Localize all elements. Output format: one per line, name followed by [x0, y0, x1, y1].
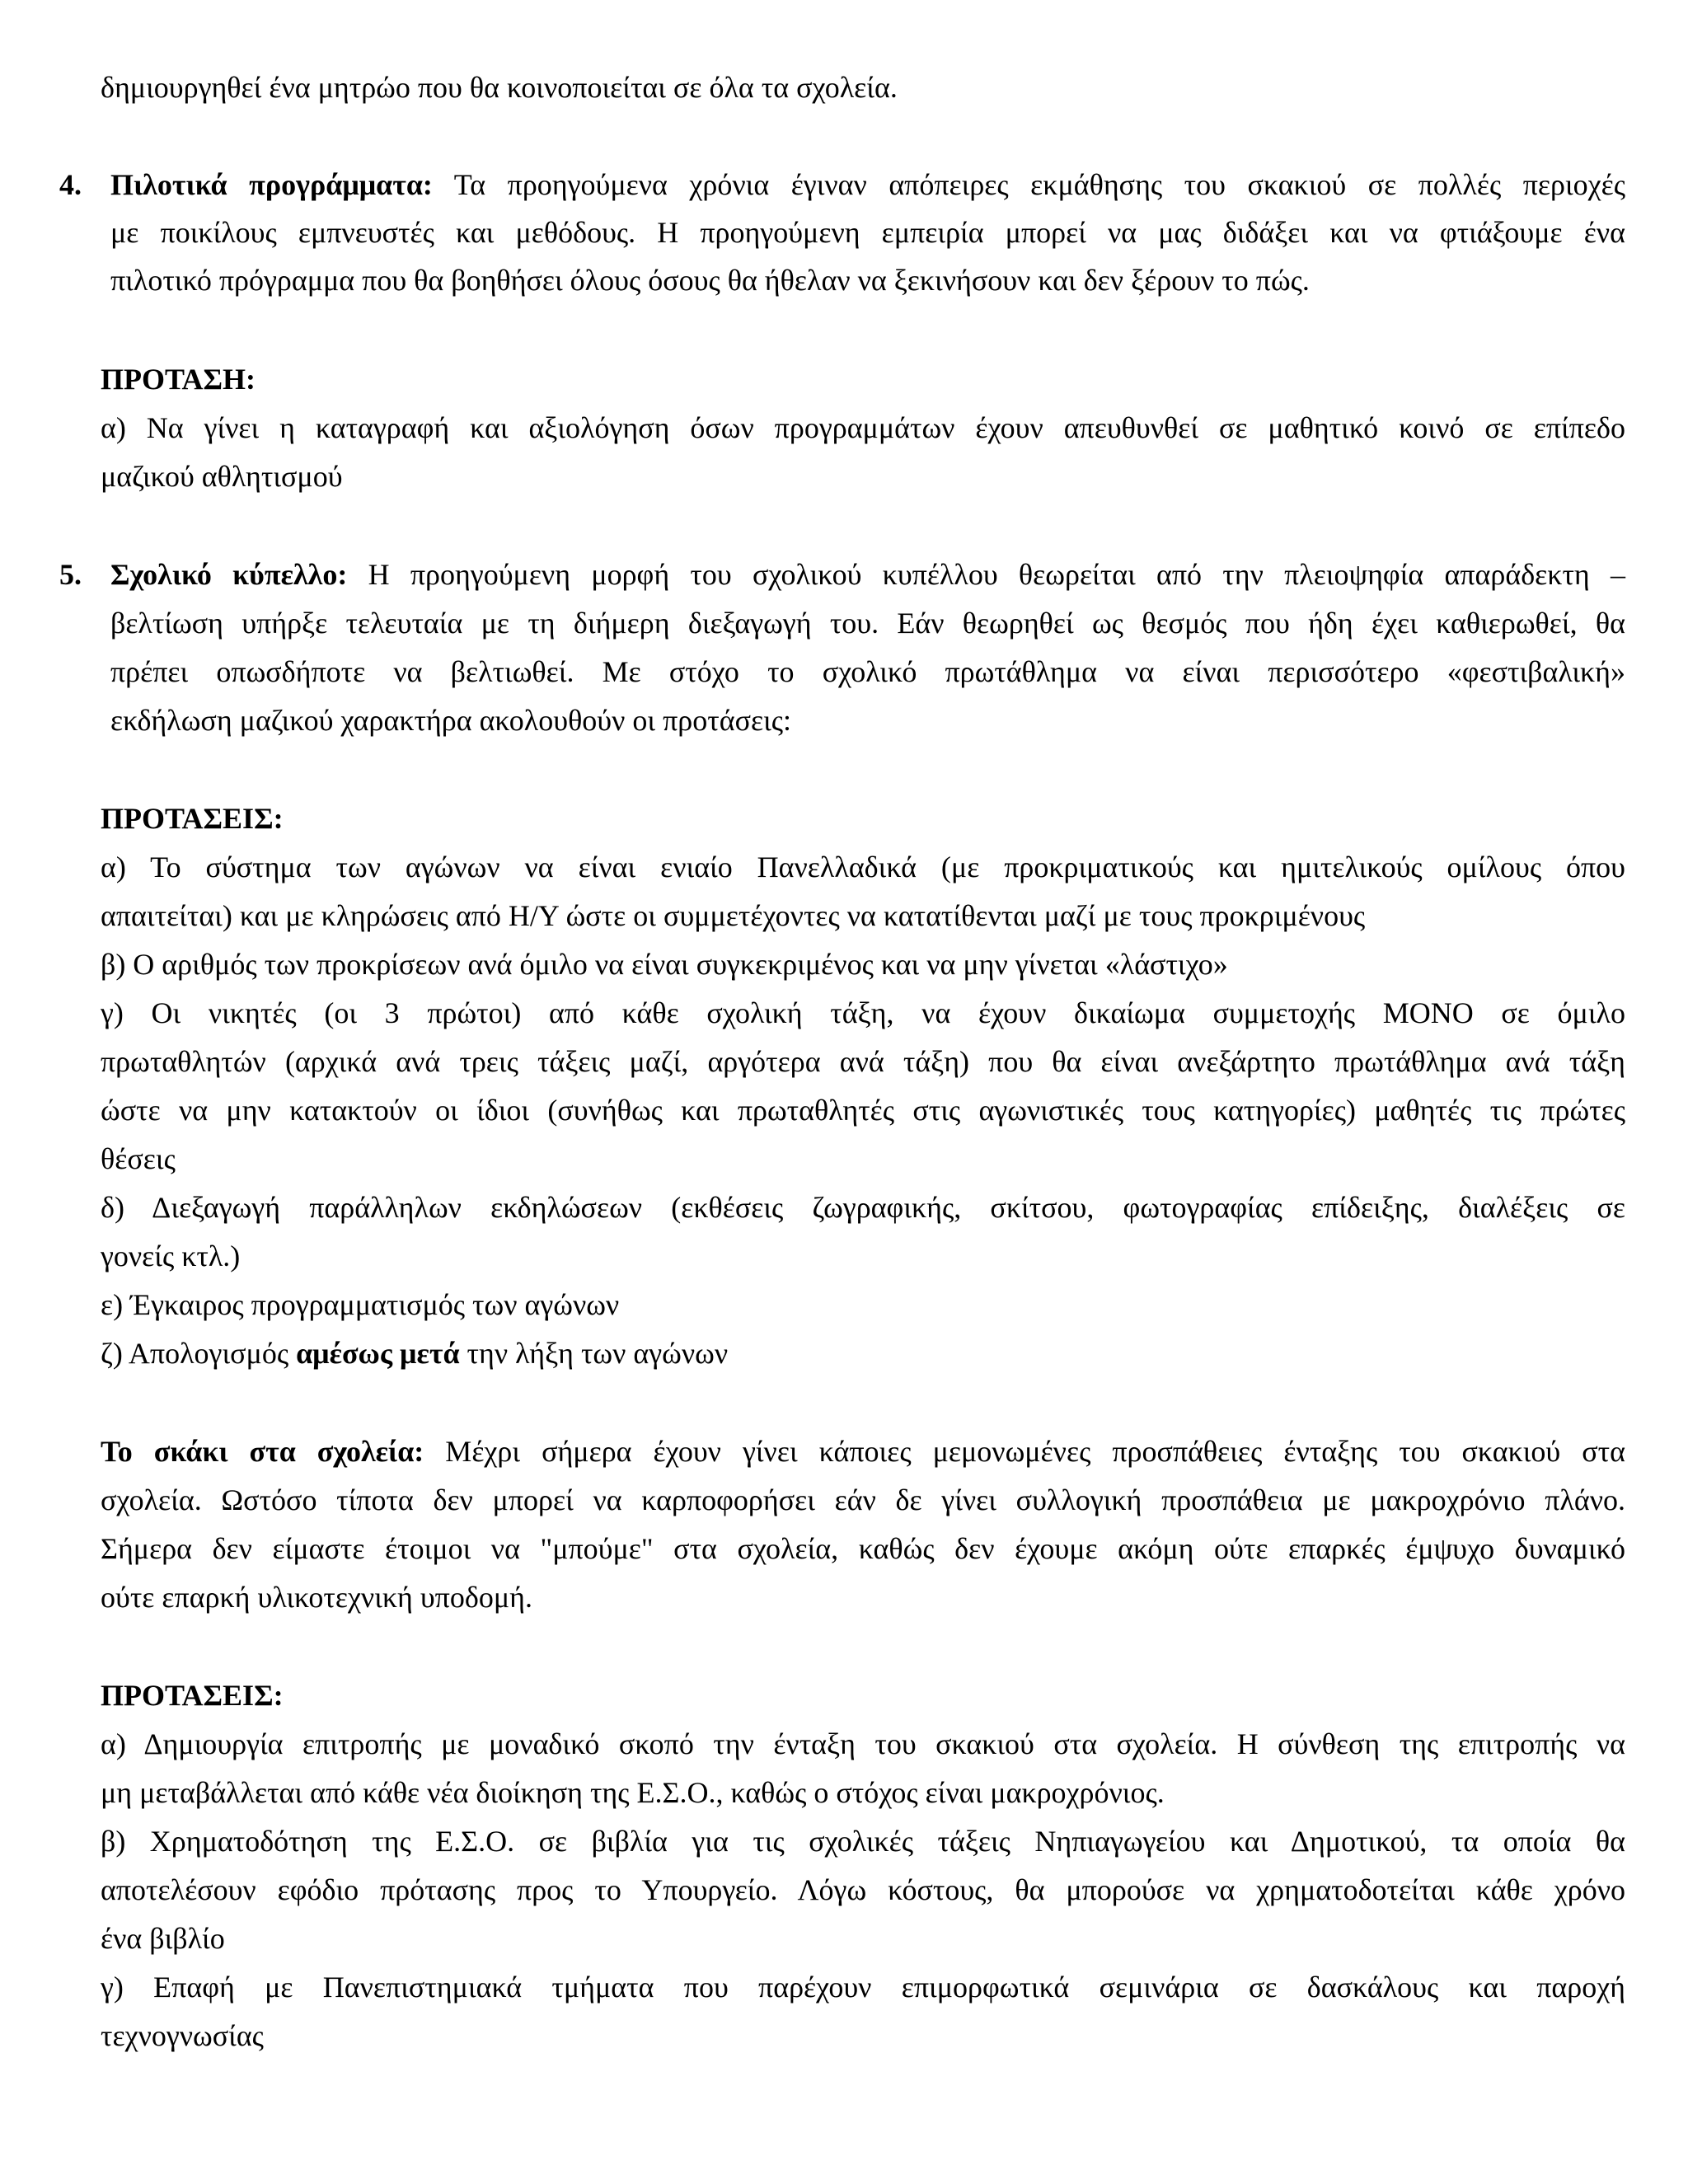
schools-line-2: σχολεία. Ωστόσο τίποτα δεν μπορεί να καρποφορήσει εάν δε γίνει συλλογική προσπάθεια με μακροχρόνιο πλάνο. — [101, 1483, 1625, 1516]
proposal-5-d-line-2: γονείς κτλ.) — [101, 1240, 241, 1272]
item-5-line-4: εκδήλωση μαζικού χαρακτήρα ακολουθούν οι προτάσεις: — [110, 704, 792, 737]
proposal-5-z-text-pre: ζ) Απολογισμός — [101, 1337, 297, 1370]
proposal-5-b-line-1: β) Ο αριθμός των προκρίσεων ανά όμιλο να είναι συγκεκριμένος και να μην γίνεται «λάστιχο» — [101, 948, 1228, 981]
item-5-line-1 — [110, 560, 1625, 589]
paragraph-continuation: δημιουργηθεί ένα μητρώο που θα κοινοποιείται σε όλα τα σχολεία. — [101, 71, 898, 104]
proposal-5-a-line-1: α) Το σύστημα των αγώνων να είναι ενιαίο Πανελλαδικά (με προκριματικούς και ημιτελικούς ομίλους όπου — [101, 851, 1625, 883]
proposal-5-c-line-1: γ) Οι νικητές (οι 3 πρώτοι) από κάθε σχολική τάξη, να έχουν δικαίωμα συμμετοχής ΜΟΝΟ σε όμιλο — [101, 996, 1625, 1029]
proposal-heading: ΠΡΟΤΑΣΗ: — [101, 363, 256, 396]
schools-title: Το σκάκι στα σχολεία: — [101, 1435, 424, 1468]
item-number: 5. — [59, 558, 82, 591]
item-4-line-1 — [110, 170, 1625, 199]
item-4-title: Πιλοτικά προγράμματα: — [110, 168, 433, 201]
proposal-4-a-line-1: α) Να γίνει η καταγραφή και αξιολόγηση όσων προγραμμάτων έχουν απευθυνθεί σε μαθητικό κοινό σε επίπεδο — [101, 411, 1625, 444]
schools-line-4: ούτε επαρκή υλικοτεχνική υποδομή. — [101, 1581, 532, 1614]
proposal-schools-a-line-2: μη μεταβάλλεται από κάθε νέα διοίκηση της Ε.Σ.Ο., καθώς ο στόχος είναι μακροχρόνιος. — [101, 1776, 1165, 1809]
proposal-schools-b-line-3: ένα βιβλίο — [101, 1922, 225, 1955]
proposal-5-z-emphasis: αμέσως μετά — [296, 1337, 460, 1370]
proposal-schools-b-line-2: αποτελέσουν εφόδιο πρότασης προς το Υπουργείο. Λόγω κόστους, θα μπορούσε να χρηματοδοτείται κάθε χρόνο — [101, 1873, 1625, 1906]
proposals-heading: ΠΡΟΤΑΣΕΙΣ: — [101, 1679, 284, 1712]
item-5-title: Σχολικό κύπελλο: — [110, 558, 348, 591]
item-4-line-2: με ποικίλους εμπνευστές και μεθόδους. Η προηγούμενη εμπειρία μπορεί να μας διδάξει και να φτιάξουμε ένα — [110, 216, 1625, 249]
proposals-heading: ΠΡΟΤΑΣΕΙΣ: — [101, 802, 284, 835]
schools-text: Μέχρι σήμερα έχουν γίνει κάποιες μεμονωμένες προσπάθειες ένταξης του σκακιού στα — [424, 1435, 1625, 1468]
item-5-line-3: πρέπει οπωσδήποτε να βελτιωθεί. Με στόχο το σχολικό πρωτάθλημα να είναι περισσότερο «φεστιβαλική» — [110, 655, 1625, 688]
proposal-5-a-line-2: απαιτείται) και με κληρώσεις από Η/Υ ώστε οι συμμετέχοντες να κατατίθενται μαζί με τους προκριμένους — [101, 899, 1366, 932]
proposal-schools-c-line-1: γ) Επαφή με Πανεπιστημιακά τμήματα που παρέχουν επιμορφωτικά σεμινάρια σε δασκάλους και παροχή — [101, 1971, 1625, 2004]
schools-line-1 — [101, 1436, 1625, 1466]
item-number: 4. — [59, 168, 82, 201]
proposal-5-z-line-1 — [101, 1338, 1625, 1368]
proposal-schools-b-line-1: β) Χρηματοδότηση της Ε.Σ.Ο. σε βιβλία για τις σχολικές τάξεις Νηπιαγωγείου και Δημοτικού, τα οποία θα — [101, 1825, 1625, 1858]
proposal-4-a-line-2: μαζικού αθλητισμού — [101, 460, 343, 493]
item-4-line-3: πιλοτικό πρόγραμμα που θα βοηθήσει όλους όσους θα ήθελαν να ξεκινήσουν και δεν ξέρουν το πώς. — [110, 264, 1310, 297]
proposal-schools-c-line-2: τεχνογνωσίας — [101, 2019, 264, 2052]
proposal-5-c-line-3: ώστε να μην κατακτούν οι ίδιοι (συνήθως και πρωταθλητές στις αγωνιστικές τους κατηγορίες) μαθητές τις πρώτες — [101, 1094, 1625, 1127]
item-4-text: Τα προηγούμενα χρόνια έγιναν απόπειρες εκμάθησης του σκακιού σε πολλές περιοχές — [432, 168, 1625, 201]
proposal-5-z-text-post: την λήξη των αγώνων — [459, 1337, 729, 1370]
proposal-5-d-line-1: δ) Διεξαγωγή παράλληλων εκδηλώσεων (εκθέσεις ζωγραφικής, σκίτσου, φωτογραφίας επίδειξης, διαλέξεις σε — [101, 1191, 1625, 1224]
proposal-5-e-line-1: ε) Έγκαιρος προγραμματισμός των αγώνων — [101, 1288, 620, 1321]
proposal-5-c-line-2: πρωταθλητών (αρχικά ανά τρεις τάξεις μαζί, αργότερα ανά τάξη) που θα είναι ανεξάρτητο πρωτάθλημα ανά τάξη — [101, 1045, 1625, 1078]
schools-line-3: Σήμερα δεν είμαστε έτοιμοι να "μπούμε" στα σχολεία, καθώς δεν έχουμε ακόμη ούτε επαρκές έμψυχο δυναμικό — [101, 1532, 1625, 1565]
item-5-text: Η προηγούμενη μορφή του σχολικού κυπέλλου θεωρείται από την πλειοψηφία απαράδεκτη – — [347, 558, 1625, 591]
item-5-line-2: βελτίωση υπήρξε τελευταία με τη διήμερη διεξαγωγή του. Εάν θεωρηθεί ως θεσμός που ήδη έχει καθιερωθεί, θα — [110, 607, 1625, 640]
proposal-5-c-line-4: θέσεις — [101, 1142, 176, 1175]
proposal-schools-a-line-1: α) Δημιουργία επιτροπής με μοναδικό σκοπό την ένταξη του σκακιού στα σχολεία. Η σύνθεση της επιτροπής να — [101, 1727, 1625, 1760]
